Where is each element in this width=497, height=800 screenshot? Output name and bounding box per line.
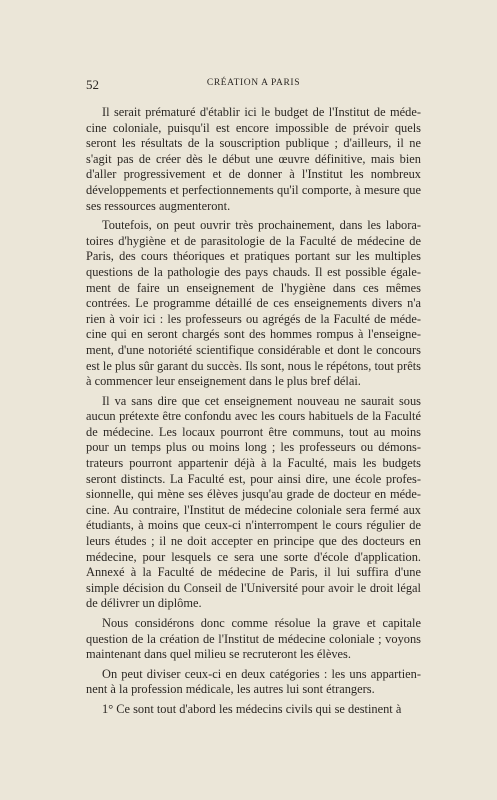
running-title: CRÉATION A PARIS: [206, 78, 301, 88]
page-header: [86, 77, 421, 93]
paragraph: 1° Ce sont tout d'abord les médecins civils qui se destinent à: [102, 701, 402, 716]
paragraph: On peut diviser ceux-ci en deux catégories : les uns appartiennent à la profession médicale, les autres lui sont étrangers.: [86, 666, 421, 697]
paragraph: Il serait prématuré d'établir ici le budget de l'Institut de médecine coloniale, puisqu'il est encore impossible de prévoir quels seront les résultats de la souscription publique ; d'ailleurs, il ne s'agit pas de créer dès le début une œuvre définitive, mais bien d'aller progressivement et de donner à l'Institut les nombreux développements et perfectionnements qu'il comporte, à mesure que ses ressources augmenteront.: [86, 105, 421, 213]
body-text: [86, 105, 421, 722]
page-number: 52: [86, 77, 99, 92]
paragraph: Toutefois, on peut ouvrir très prochainement, dans les laboratoires d'hygiène et de parasitologie de la Faculté de médecine de Paris, des cours théoriques et pratiques portant sur les multiples questions de la pathologie des pays chauds. Il est possible également de faire un enseignement de l'hygiène dans ces mêmes contrées. Le programme détaillé de ces enseignements divers n'a rien à voir ici : les professeurs ou agrégés de la Faculté de médecine qui en seront chargés sont des hommes rompus à l'enseignement, d'une notoriété scientifique considérable et dont le concours est le plus sûr garant du succès. Ils sont, nous le répétons, tout prêts à commencer leur enseignement dans le plus bref délai.: [86, 218, 421, 389]
paragraph: Nous considérons donc comme résolue la grave et capitale question de la création de l'Institut de médecine coloniale ; voyons maintenant dans quel milieu se recruteront les élèves.: [86, 616, 421, 662]
paragraph: Il va sans dire que cet enseignement nouveau ne saurait sous aucun prétexte être confondu avec les cours habituels de la Faculté de médecine. Les locaux pourront être communs, tout au moins pour un temps plus ou moins long ; les professeurs ou démonstrateurs pourront appartenir déjà à la Faculté, mais les budgets seront distincts. La Faculté est, pour ainsi dire, une école professionnelle, qui mène ses élèves jusqu'au grade de docteur en médecine. Au contraire, l'Institut de médecine coloniale sera fermé aux étudiants, à moins que ceux-ci n'interrompent le cours régulier de leurs études ; il ne doit accepter en principe que des docteurs en médecine, pour lesquels ce sera une sorte d'école d'application. Annexé à la Faculté de médecine de Paris, il lui suffira d'une simple décision du Conseil de l'Université pour avoir le droit légal de délivrer un diplôme.: [86, 393, 421, 611]
